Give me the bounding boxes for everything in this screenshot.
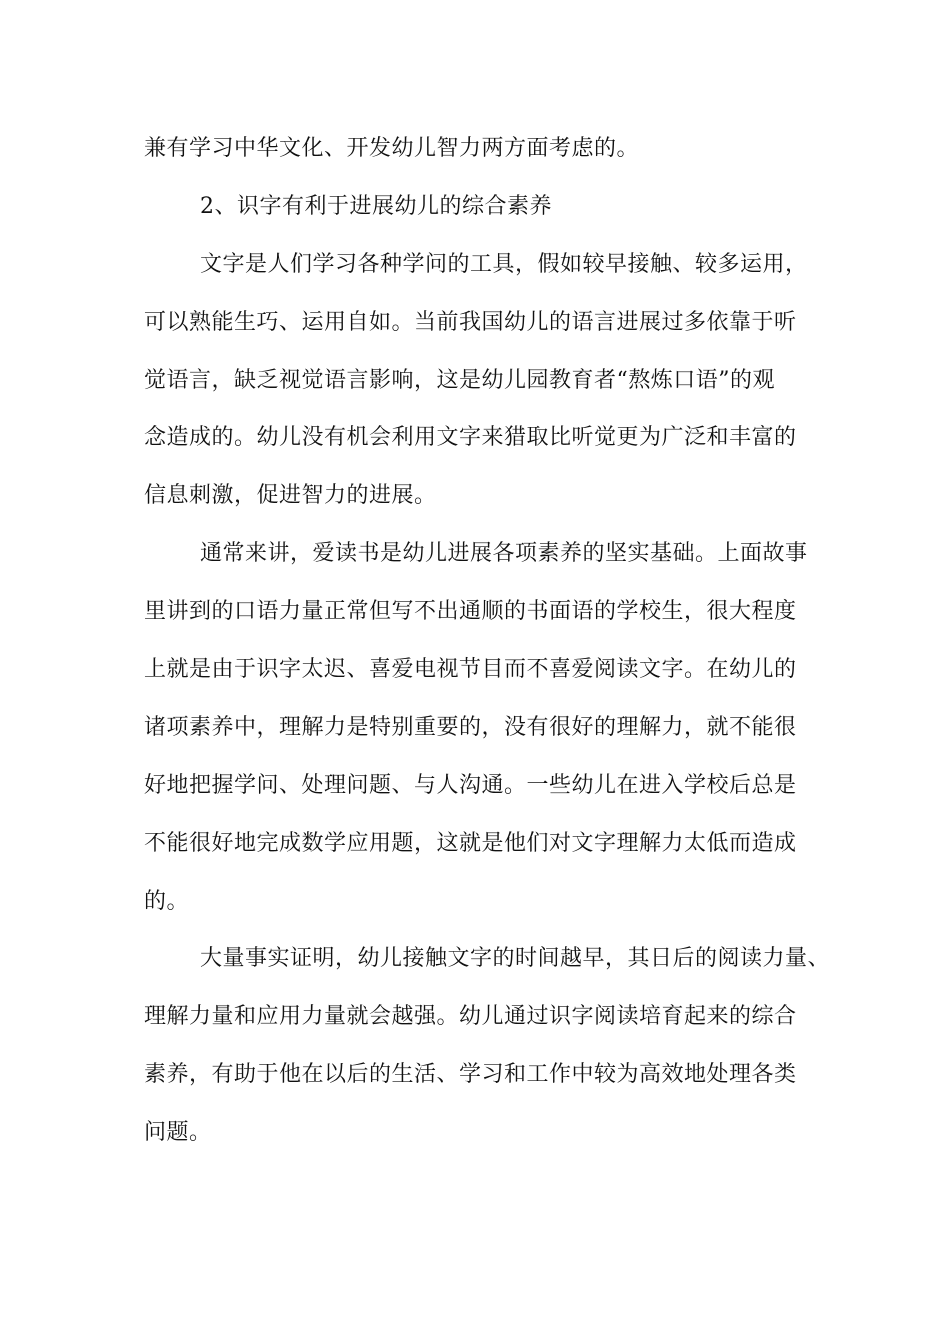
paragraph-line: 不能很好地完成数学应用题，这就是他们对文字理解力太低而造成	[144, 830, 797, 856]
paragraph-line: 好地把握学问、处理问题、与人沟通。一些幼儿在进入学校后总是	[144, 772, 797, 798]
paragraph-line: 可以熟能生巧、运用自如。当前我国幼儿的语言进展过多依靠于听	[144, 309, 797, 335]
paragraph-line: 问题。	[144, 1120, 212, 1146]
paragraph-line: 上就是由于识字太迟、喜爱电视节目而不喜爱阅读文字。在幼儿的	[144, 657, 797, 683]
paragraph-line: 念造成的。幼儿没有机会利用文字来猎取比听觉更为广泛和丰富的	[144, 425, 797, 451]
paragraph-line: 大量事实证明，幼儿接触文字的时间越早，其日后的阅读力量、	[200, 946, 831, 972]
paragraph-line: 诸项素养中，理解力是特别重要的，没有很好的理解力，就不能很	[144, 714, 797, 740]
paragraph-line: 文字是人们学习各种学问的工具，假如较早接触、较多运用，	[200, 251, 808, 277]
paragraph-line: 素养，有助于他在以后的生活、学习和工作中较为高效地处理各类	[144, 1062, 797, 1088]
document-body	[144, 131, 831, 1173]
section-heading: 2、识字有利于进展幼儿的综合素养	[200, 193, 552, 219]
paragraph-line: 信息刺激，促进智力的进展。	[144, 483, 437, 509]
paragraph-line: 通常来讲，爱读书是幼儿进展各项素养的坚实基础。上面故事	[200, 541, 808, 567]
paragraph-line: 的。	[144, 888, 190, 914]
paragraph-line: 理解力量和应用力量就会越强。幼儿通过识字阅读培育起来的综合	[144, 1004, 797, 1030]
paragraph-line: 觉语言，缺乏视觉语言影响，这是幼儿园教育者“熬炼口语”的观	[144, 367, 775, 393]
paragraph-line: 里讲到的口语力量正常但写不出通顺的书面语的学校生，很大程度	[144, 599, 797, 625]
text-line: 兼有学习中华文化、开发幼儿智力两方面考虑的。	[144, 136, 640, 161]
